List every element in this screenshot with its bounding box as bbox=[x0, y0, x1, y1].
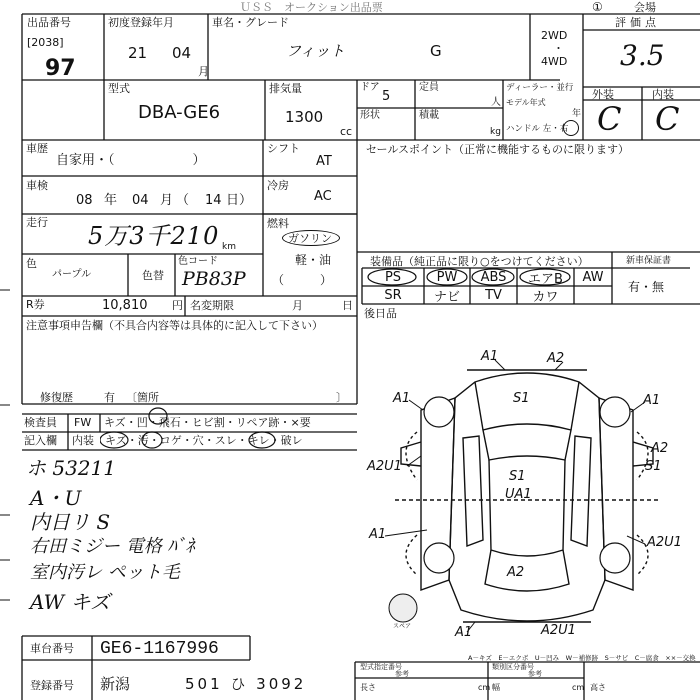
mark-front-a1: A1 bbox=[481, 349, 499, 364]
notes-label: 注意事項申告欄（不具合内容等は具体的に記入して下さい） bbox=[26, 319, 323, 332]
mark-rear-bumper-a2u1: A2U1 bbox=[541, 623, 576, 638]
capacity-label: 定員 bbox=[419, 82, 439, 93]
class-reference-label: 参考 bbox=[528, 670, 542, 678]
recycle-label: R券 bbox=[26, 298, 45, 311]
venue-label: 会場 bbox=[634, 1, 656, 14]
repair-location-close: 〕 bbox=[336, 391, 347, 404]
height-label: 高さ bbox=[590, 683, 606, 692]
dealer-label: ディーラー・並行 bbox=[506, 83, 574, 93]
form-title: ＵＳＳ オークション出品票 bbox=[240, 1, 383, 14]
interior-grade: C bbox=[655, 100, 680, 138]
model-year-label: モデル年式 bbox=[506, 98, 546, 107]
mark-roof-ua1: UA1 bbox=[505, 487, 532, 502]
vehicle-name-label: 車名・グレード bbox=[212, 16, 289, 29]
fuel-diesel: 軽・油 bbox=[295, 253, 332, 267]
registration-label: 初度登録年月 bbox=[108, 16, 174, 29]
inspection-label: 車検 bbox=[26, 179, 48, 192]
aircon-value: AC bbox=[314, 189, 332, 204]
repair-history-value: 有 bbox=[104, 391, 115, 404]
mark-right-front-a1: A1 bbox=[643, 393, 661, 408]
car-damage-diagram bbox=[355, 340, 700, 660]
handwritten-note-1: ホ 53211 bbox=[26, 456, 116, 480]
handwritten-note-2: A・U bbox=[30, 486, 82, 510]
equipment-pw-label: PW bbox=[436, 269, 458, 285]
inspector-fw: FW bbox=[74, 416, 92, 429]
drive-dot: ・ bbox=[553, 42, 564, 55]
plate-region: 新潟 bbox=[100, 675, 131, 693]
name-change-deadline-label: 名変期限 bbox=[190, 299, 234, 312]
sales-point-label: セールスポイント（正常に機能するものに限ります） bbox=[366, 143, 630, 156]
lot-label: 出品番号 bbox=[27, 16, 71, 29]
mark-left-rear-a1: A1 bbox=[369, 527, 387, 542]
handwritten-note-4: 右田ミジー 電格 ﾊﾞﾈ bbox=[30, 536, 195, 557]
width-unit: cm bbox=[572, 683, 585, 692]
mark-left-mirror-a2u1: A2U1 bbox=[367, 459, 402, 474]
drive-2wd: 2WD bbox=[541, 29, 568, 42]
length-label: 長さ bbox=[360, 683, 376, 692]
model-label: 型式 bbox=[108, 82, 130, 95]
recycle-unit: 円 bbox=[172, 299, 183, 312]
displacement-label: 排気量 bbox=[269, 82, 302, 95]
inspector-label-2: 記入欄 bbox=[24, 434, 57, 447]
score-value: 3.5 bbox=[620, 39, 665, 72]
inspector-circle-marks bbox=[100, 400, 310, 452]
equipment-selection-circles bbox=[360, 266, 590, 290]
capacity-unit: 人 bbox=[491, 97, 501, 108]
registration-year: 21 bbox=[128, 44, 148, 62]
equipment-navi-label: ナビ bbox=[433, 289, 460, 305]
color-label: 色 bbox=[26, 257, 37, 270]
venue-number: ① bbox=[592, 0, 603, 14]
displacement-unit: cc bbox=[340, 125, 353, 138]
color-value: パープル bbox=[52, 269, 92, 280]
doors-value: 5 bbox=[382, 89, 391, 104]
aircon-label: 冷房 bbox=[267, 179, 289, 192]
warranty-label: 新車保証書 bbox=[626, 256, 672, 266]
color-code: PB83P bbox=[182, 268, 246, 290]
length-unit: cm bbox=[478, 683, 491, 692]
registration-month: 04 bbox=[172, 44, 192, 62]
inspection-year: 08 bbox=[76, 193, 93, 208]
inspection-day: 14 bbox=[205, 193, 222, 208]
mark-right-door-s1: S1 bbox=[645, 459, 662, 474]
mileage-value: 5万3千210 bbox=[88, 222, 220, 250]
mark-right-mirror-a2: A2 bbox=[651, 441, 669, 456]
repair-location-label: 〔箇所 bbox=[126, 391, 159, 404]
exterior-grade: C bbox=[597, 100, 622, 138]
mark-roof-s1: S1 bbox=[509, 469, 526, 484]
color-change-label: 色替 bbox=[142, 269, 164, 282]
mark-right-rear-a2u1: A2U1 bbox=[647, 535, 682, 550]
interior-label: 内装 bbox=[652, 88, 674, 101]
recycle-value: 10,810 bbox=[102, 298, 148, 313]
usage-value: 自家用・（ ） bbox=[56, 153, 206, 168]
damage-legend: A－キズ E－エクボ U－凹み W－補修跡 S－サビ C－腐食 ××－交換 bbox=[468, 654, 696, 662]
deadline-month-unit: 月 bbox=[292, 299, 303, 312]
score-label: 評価点 bbox=[615, 16, 660, 29]
spare-label: スペア bbox=[393, 623, 412, 630]
plate-number: 501 ひ 3092 bbox=[185, 675, 307, 693]
drive-4wd: 4WD bbox=[541, 55, 568, 68]
lot-code: [2038] bbox=[27, 36, 64, 49]
mark-front-a2: A2 bbox=[547, 351, 565, 366]
equipment-aw-label: AW bbox=[582, 269, 604, 285]
fuel-gasoline: ガソリン bbox=[288, 232, 332, 245]
mark-trunk-a2: A2 bbox=[507, 565, 525, 580]
inspection-month: 04 bbox=[132, 193, 149, 208]
fuel-paren: （ ） bbox=[272, 273, 333, 287]
equipment-airbag-label: エアB bbox=[528, 271, 563, 287]
handle-label: ハンドル 左・右 bbox=[506, 124, 569, 134]
class-number-label: 類別区分番号 bbox=[492, 663, 534, 671]
inspector-interior-row: 内装 キズ・汚・コゲ・穴・スレ・キレ・破レ bbox=[72, 434, 303, 447]
vehicle-grade: G bbox=[430, 42, 442, 60]
color-code-label: 色コード bbox=[178, 256, 218, 267]
mileage-label: 走行 bbox=[26, 216, 48, 229]
equipment-ps-label: PS bbox=[384, 269, 402, 285]
model-year-unit: 年 bbox=[572, 109, 582, 119]
equipment-abs-label: ABS bbox=[480, 269, 507, 285]
equipment-label: 装備品（純正品に限り○をつけてください） bbox=[370, 255, 589, 268]
handwritten-note-5: 室内汚レ ペット毛 bbox=[30, 562, 180, 583]
usage-label: 車歴 bbox=[26, 142, 48, 155]
shape-label: 形状 bbox=[360, 110, 380, 121]
fuel-label: 燃料 bbox=[267, 217, 289, 230]
displacement-value: 1300 bbox=[285, 108, 324, 126]
plate-label: 登録番号 bbox=[30, 679, 74, 692]
repair-history-label: 修復歴 bbox=[40, 391, 73, 404]
model-value: DBA-GE6 bbox=[138, 102, 221, 123]
designated-reference-label: 参考 bbox=[395, 670, 409, 678]
inspector-label-1: 検査員 bbox=[24, 416, 57, 429]
shift-value: AT bbox=[316, 154, 332, 169]
vehicle-name: フィット bbox=[286, 42, 345, 60]
equipment-sr-label: SR bbox=[384, 287, 402, 303]
registration-month-unit: 月 bbox=[198, 65, 209, 78]
shift-label: シフト bbox=[267, 142, 300, 155]
doors-label: ドア bbox=[360, 82, 380, 93]
handle-selected-circle bbox=[563, 120, 579, 136]
damage-marks bbox=[366, 349, 682, 640]
inspection-month-unit: 月 bbox=[160, 193, 174, 208]
handwritten-note-3: 内日リ S bbox=[30, 510, 111, 534]
width-label: 幅 bbox=[492, 683, 500, 692]
mark-rear-a1: A1 bbox=[455, 625, 473, 640]
lot-number: 97 bbox=[45, 56, 76, 81]
mark-hood-s1: S1 bbox=[513, 391, 530, 406]
mileage-unit: km bbox=[222, 242, 236, 252]
inspection-day-close: 日） bbox=[226, 193, 253, 208]
exterior-label: 外装 bbox=[592, 88, 614, 101]
inspection-day-open: （ bbox=[176, 193, 190, 208]
designated-number-label: 型式指定番号 bbox=[360, 663, 402, 671]
warranty-value: 有・無 bbox=[628, 280, 665, 294]
deadline-day-unit: 日 bbox=[342, 299, 353, 312]
equipment-tv-label: TV bbox=[485, 287, 502, 303]
chassis-number: GE6-1167996 bbox=[100, 639, 219, 659]
spare-tire bbox=[389, 594, 417, 622]
equipment-leather-label: カワ bbox=[532, 289, 559, 305]
load-unit: kg bbox=[490, 127, 501, 137]
handwritten-note-6: AW キズ bbox=[30, 590, 111, 614]
mark-left-front-a1: A1 bbox=[393, 391, 411, 406]
chassis-label: 車台番号 bbox=[30, 642, 74, 655]
load-label: 積載 bbox=[419, 110, 439, 121]
inspector-exterior-row: キズ・凹・飛石・ヒビ割・リペア跡・×要 bbox=[104, 416, 311, 429]
later-items-label: 後日品 bbox=[364, 307, 397, 320]
inspection-year-unit: 年 bbox=[104, 193, 118, 208]
